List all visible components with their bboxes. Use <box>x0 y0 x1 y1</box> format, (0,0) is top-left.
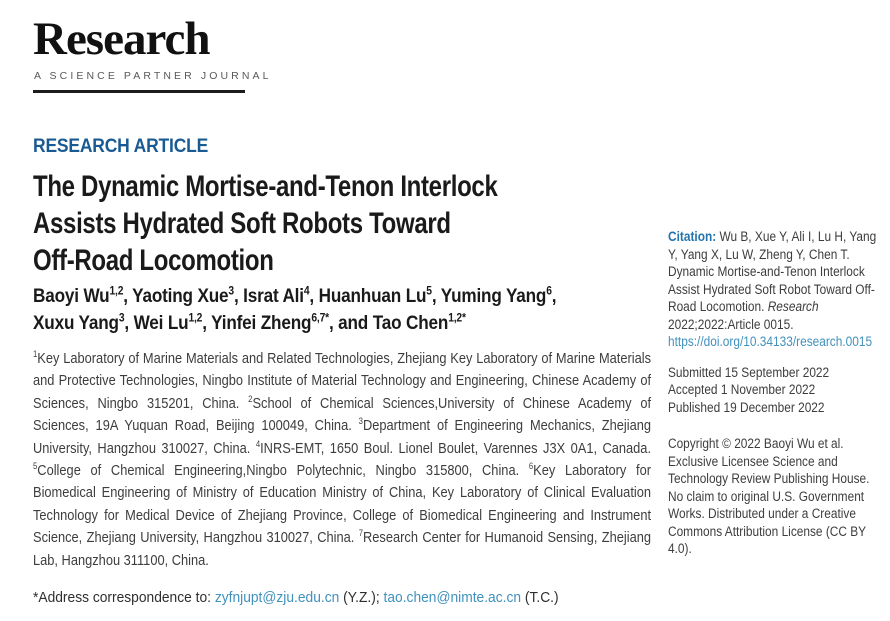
hyperlink[interactable]: https://doi.org/10.34133/research.0015 <box>668 334 873 349</box>
text-segment: (Y.Z.); <box>339 589 384 606</box>
article-title <box>33 168 614 279</box>
author-line: Baoyi Wu$^{1,2}$, Yaoting Xue$^3$, Israt Ali$^4$, Huanhuan Lu$^5$, Yuming Yang$^6$, <box>33 284 557 307</box>
history-dates <box>668 364 884 417</box>
copyright-notice: Copyright © 2022 Baoyi Wu et al. Exclusive Licensee Science and Technology Review Publishing House. No claim to original U.S. Government Works. Distributed under a Creative Commons Attribution License (CC BY 4.0). <box>668 436 870 556</box>
text-segment: (T.C.) <box>521 589 559 606</box>
text-line: The Dynamic Mortise-and-Tenon Interlock <box>33 170 498 203</box>
author-line: Xuxu Yang$^3$, Wei Lu$^{1,2}$, Yinfei Zheng$^{6,7*}$, and Tao Chen$^{1,2*}$ <box>33 311 466 334</box>
journal-tagline: A SCIENCE PARTNER JOURNAL <box>34 70 272 82</box>
journal-logo: Research <box>33 13 210 65</box>
correspondence-note <box>33 589 559 606</box>
text-line: Accepted 1 November 2022 <box>668 382 816 397</box>
text-segment: 2022;2022:Article 0015. <box>668 316 794 332</box>
masthead-divider <box>33 90 245 93</box>
article-info-sidebar <box>668 228 884 558</box>
journal-name-italic: Research <box>767 299 819 314</box>
citation-block <box>668 228 884 351</box>
text-line: Submitted 15 September 2022 <box>668 364 830 380</box>
article-type-label: RESEARCH ARTICLE <box>33 136 209 157</box>
affiliations: $^1$Key Laboratory of Marine Materials and Related Technologies, Zhejiang Key Laboratory of Marine Materials and Protective Technologies, Ningbo Institute of Material Technology and Engineering, Chinese Academy of Sciences, Ningbo 315201, China. $^2$School of Chemical Sciences,University of Chinese Academy of Sciences, 19A Yuquan Road, Beijing 100049, China. $^3$Department of Engineering Mechanics, Zhejiang University, Hangzhou 310027, China. $^4$INRS-EMT, 1650 Boul. Lionel Boulet, Varennes J3X 0A1, Canada. $^5$College of Chemical Engineering,Ningbo Polytechnic, Ningbo 315800, China. $^6$Key Laboratory for Biomedical Engineering of Ministry of Education Ministry of China, Key Laboratory of Clinical Evaluation Technology for Medical Device of Zhejiang Province, College of Biomedical Engineering and Instrument Science, Zhejiang University, Hangzhou 310027, China. $^7$Research Center for Humanoid Sensing, Zhejiang Lab, Hangzhou 311100, China. <box>33 349 652 569</box>
hyperlink[interactable]: tao.chen@nimte.ac.cn <box>383 589 522 606</box>
text-segment: *Address correspondence to: <box>33 589 215 606</box>
text-line: Off-Road Locomotion <box>33 244 274 277</box>
text-segment: Wu B, Xue Y, Ali I, Lu H, Yang Y, Yang X, Lu W, Zheng Y, Chen T. Dynamic Mortise-and-Tenon Interlock Assist Hydrated Soft Robot Toward Off-Road Locomotion. <box>668 229 877 314</box>
text-line: Published 19 December 2022 <box>668 399 825 415</box>
text-line: Assists Hydrated Soft Robots Toward <box>33 207 451 240</box>
author-list <box>33 283 628 337</box>
citation-label: Citation: <box>668 229 720 244</box>
hyperlink[interactable]: zyfnjupt@zju.edu.cn <box>214 589 340 606</box>
